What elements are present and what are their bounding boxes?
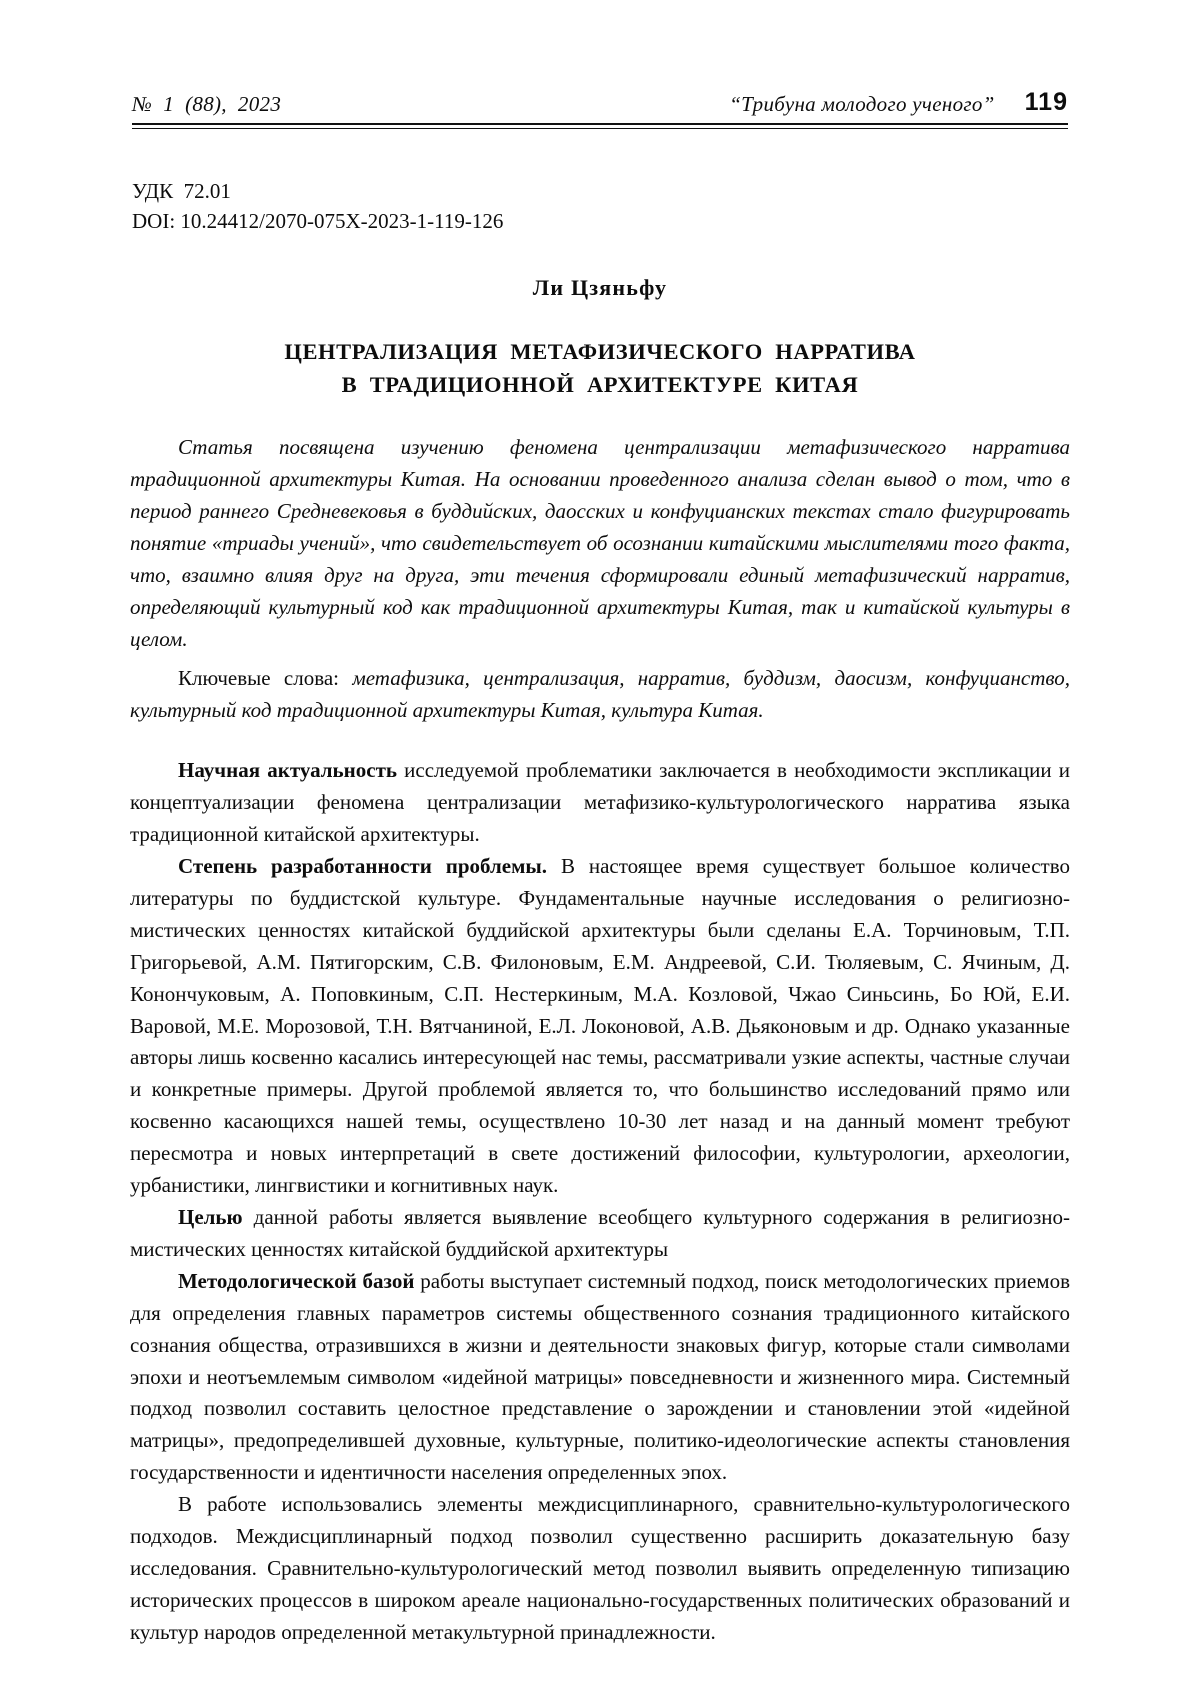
page-number: 119 [1024,88,1068,116]
publication-meta [130,177,1070,237]
page-title [130,335,1070,403]
paragraph-text: исследуемой проблематики заключается в необходимости экспликации и концептуализации феномена централизации метафизико-культурологического нарратива языка традиционной китайской архитектуры. [130,758,1070,847]
header-divider [132,123,1068,129]
journal-title: “Трибуна молодого ученого” [729,92,995,116]
paragraph-text: В настоящее время существует большое количество литературы по буддистской культуре. Фундаментальные научные исследования о религиозно-мистических ценностях китайской буддийской архитектуры были сделаны Е.А. Торчиновым, Т.П. Григорьевой, А.М. Пятигорским, С.В. Филоновым, Е.М. Андреевой, С.И. Тюляевым, С. Ячиным, Д. Конончуковым, А. Поповкиным, С.П. Нестеркиным, М.А. Козловой, Чжао Синьсинь, Бо Юй, Е.И. Варовой, М.Е. Морозовой, Т.Н. Вятчаниной, Е.Л. Локоновой, А.В. Дьяконовым и др. Однако указанные авторы лишь косвенно касались интересующей нас темы, рассматривали узкие аспекты, частные случаи и конкретные примеры. Другой проблемой является то, что большинство исследований прямо или косвенно касающихся нашей темы, осуществлено 10-30 лет назад и на данный момент требуют пересмотра и новых интерпретаций в свете достижений философии, культурологии, археологии, урбанистики, лингвистики и когнитивных наук. [130,854,1070,1198]
udk-code: УДК 72.01 [132,179,231,203]
issue-label: № 1 (88), 2023 [132,92,282,116]
paragraph [130,1202,1070,1266]
paragraph-text: работы выступает системный подход, поиск методологических приемов для определения главных параметров системы общественного сознания традиционного китайского сознания общества, отразившихся в жизни и деятельности знаковых фигур, которые стали символами эпохи и неотъемлемым символом «идейной матрицы» повседневности и жизненного мира. Системный подход позволил составить целостное представление о зарождении и становлении этой «идейной матрицы», предопределившей духовные, культурные, политико-идеологические аспекты становления государственности и идентичности населения определенных эпох. [130,1268,1070,1485]
paragraph [130,851,1070,1202]
paragraph [130,755,1070,851]
title-line-2: В ТРАДИЦИОННОЙ АРХИТЕКТУРЕ КИТАЯ [341,372,859,398]
title-line-1: ЦЕНТРАЛИЗАЦИЯ МЕТАФИЗИЧЕСКОГО НАРРАТИВА [284,338,916,364]
paragraph-text: В работе использовались элементы междисциплинарного, сравнительно-культурологического подходов. Междисциплинарный подход позволил существенно расширить доказательную базу исследования. Сравнительно-культурологический метод позволил выявить определенную типизацию исторических процессов в широком ареале национально-государственных политических образований и культур народов определенной метакультурной принадлежности. [130,1492,1070,1644]
paragraph [130,1489,1070,1649]
paragraph-lead: Целью [178,1204,254,1229]
keywords-list: метафизика, централизация, нарратив, буддизм, даосизм, конфуцианство, культурный код традиционной архитектуры Китая, культура Китая. [130,666,1070,723]
article-body [130,755,1070,1648]
paragraph [130,1266,1070,1489]
author-name: Ли Цзяньфу [532,274,668,300]
paragraph-lead: Методологической базой [178,1268,421,1293]
abstract-text: Статья посвящена изучению феномена централизации метафизического нарратива традиционной архитектуры Китая. На основании проведенного анализа сделан вывод о том, что в период раннего Средневековья в буддийских, даосских и конфуцианских текстах стало фигурировать понятие «триады учений», что свидетельствует об осознании китайскими мыслителями того факта, что, взаимно влияя друг на друга, эти течения сформировали единый метафизический нарратив, определяющий культурный код как традиционной архитектуры Китая, так и китайской культуры в целом. [130,435,1070,651]
doi-code: DOI: 10.24412/2070-075X-2023-1-119-126 [132,208,504,233]
paragraph-lead: Степень разработанности проблемы. [178,854,561,878]
paragraph-text: данной работы является выявление всеобщего культурного содержания в религиозно-мистических ценностях китайской буддийской архитектуры [130,1204,1070,1261]
paragraph-lead: Научная актуальность [178,758,405,783]
keywords-label: Ключевые слова: [178,666,353,691]
running-head [130,88,1070,123]
keywords-block [130,663,1070,727]
